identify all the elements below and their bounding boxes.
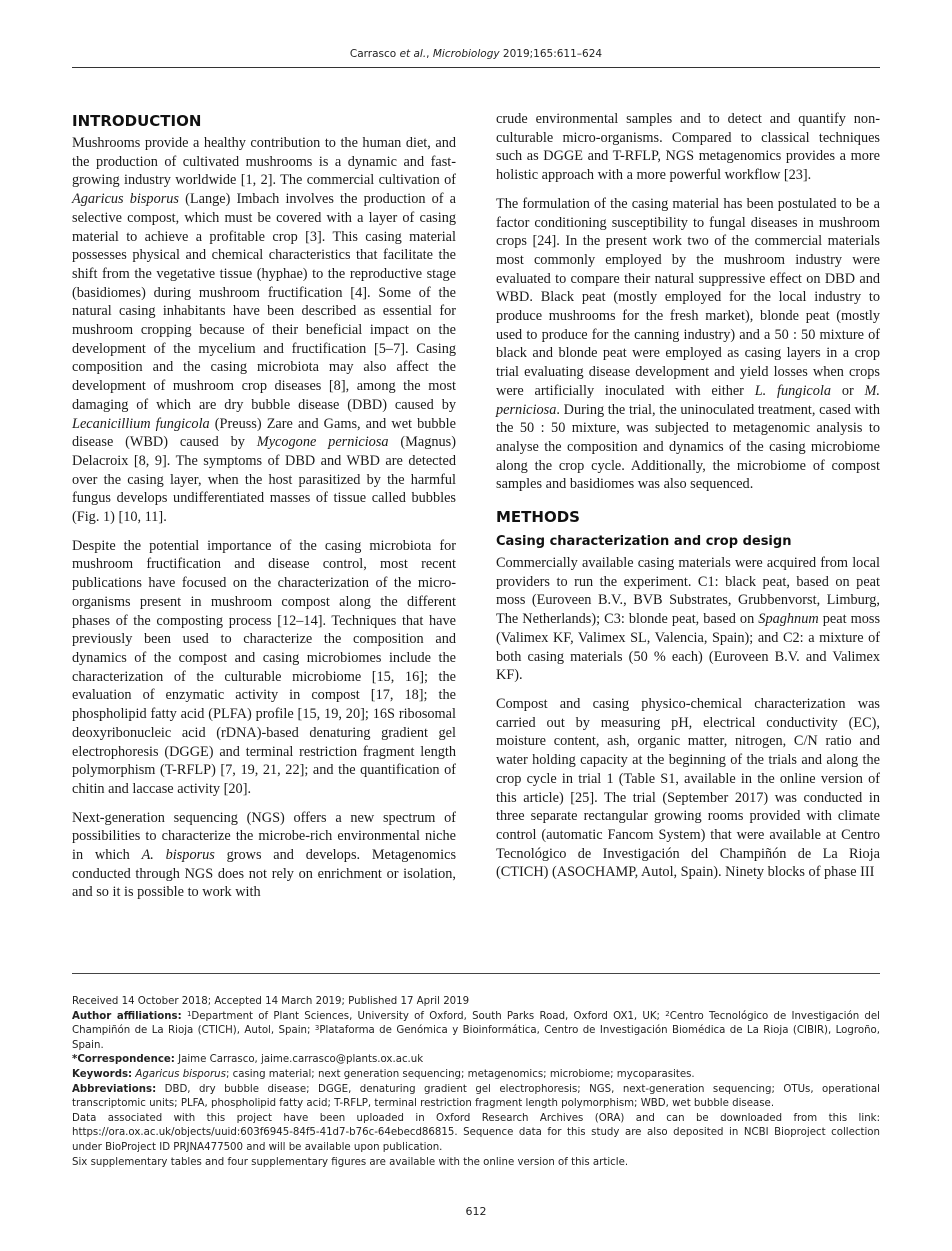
page-number: 612 [465,1205,487,1218]
right-column [496,110,880,882]
left-column [72,110,456,902]
introduction-paragraph-3: Next-generation sequencing (NGS) offers a new spectrum of possibilities to characterize the microbe-rich environmental niche in which A. bisporus grows and develops. Metagenomics conducted through NGS does not rely on enrichment or isolation, and so it is possible to work with [72,809,457,901]
author-affiliations: Author affiliations: $^1$Department of Plant Sciences, University of Oxford, South Parks Road, Oxford OX1, UK; $^2$Centro Tecnológico de Investigación del Champiñón de La Rioja (CTICH), Autol, Spain; $^3$Plataforma de Genómica y Bioinformática, Centro de Investigación Biomédica de La Rioja (CIBIR), Logroño, Spain. [72,1009,880,1051]
methods-paragraph-2: Compost and casing physico-chemical characterization was carried out by measuring pH, electrical conductivity (EC), moisture content, ash, organic matter, nitrogen, C/N ratio and water holding capacity at the beginning of the trials and along the crop cycle in trial 1 (Table S1, available in the online version of this article) [25]. The trial (September 2017) was conducted in three separate rectangular growing rooms provided with climate control (automatic Fancom System) that were available at Centro Tecnológico de Investigación del Champiñón de La Rioja (CTICH) (ASOCHAMP, Autol, Spain). Ninety blocks of phase III [496,695,880,881]
introduction-paragraph-4: The formulation of the casing material has been postulated to be a factor conditioning susceptibility to fungal diseases in mushroom crops [24]. In the present work two of the commercial materials most commonly employed by the mushroom industry were evaluated to compare their natural suppressive effect on DBD and WBD. Black peat (mostly employed for the local industry to produce mushrooms for the fresh market), blonde peat (mostly used to produce for the canning industry) and a 50 : 50 mixture of black and blonde peat were employed as casing layers in a crop trial evaluating disease development and yield losses when crops were artificially inoculated with either L. fungicola or M. perniciosa. During the trial, the uninoculated treatment, cased with the 50 : 50 mixture, was subjected to metagenomic analysis to analyse the composition and dynamics of the casing microbiome along the crop cycle. Additionally, the microbiome of compost samples and basidiomes was also sequenced. [496,195,880,493]
received-dates: Received 14 October 2018; Accepted 14 March 2019; Published 17 April 2019 [72,996,470,1007]
introduction-paragraph-3-continued: crude environmental samples and to detect and quantify non-culturable micro-organisms. Compared to classical techniques such as DGGE and T-RFLP, NGS metagenomics provides a more holistic approach with a more powerful workflow [23]. [496,111,880,184]
introduction-heading: INTRODUCTION [72,112,202,130]
methods-paragraph-1: Commercially available casing materials were acquired from local providers to run the experiment. C1: black peat, based on peat moss (Euroveen B.V., BVB Substrates, Grubbenvorst, Limburg, The Netherlands); C3: blonde peat, based on Spaghnum peat moss (Valimex KF, Valimex SL, Valencia, Spain); and C2: a mixture of both casing materials (50 % each) (Euroveen B.V. and Valimex KF). [496,555,881,684]
abbreviations: Abbreviations: DBD, dry bubble disease; DGGE, denaturing gradient gel electrophoresis; NGS, next-generation sequencing; OTUs, operational transcriptomic units; PLFA, phospholipid fatty acid; T-RFLP, terminal restriction fragment length polymorphism; WBD, wet bubble disease. [72,1083,880,1110]
keywords: Keywords: Agaricus bisporus; casing material; next generation sequencing; metagenomics; microbiome; mycoparasites. [72,1068,695,1080]
methods-subheading: Casing characterization and crop design [496,534,792,550]
methods-heading: METHODS [496,508,580,527]
data-availability-statement: Data associated with this project have been uploaded in Oxford Research Archives (ORA) and can be downloaded from this link: https://ora.ox.ac.uk/objects/uuid:603f6945-84f5-41d7-b76c-64ebecd86815. Sequence data for this study are also deposited in NCBI Bioproject collection under BioProject ID PRJNA477500 and will be available upon publication. [72,1112,880,1153]
article-footnotes [72,995,880,1170]
footer-rule [72,973,880,974]
introduction-paragraph-1: Mushrooms provide a healthy contribution to the human diet, and the production of cultivated mushrooms is a dynamic and fast-growing industry worldwide [1, 2]. The commercial cultivation of Agaricus bisporus (Lange) Imbach involves the production of a selective compost, which must be covered with a layer of casing material to achieve a profitable crop [3]. This casing material possesses physical and chemical characteristics that facilitate the shift from the vegetative tissue (hyphae) to the reproductive stage (basidiomes) during mushroom fructification [4]. Some of the natural casing inhabitants have been described as essential for mushroom cropping because of their beneficial impact on the development of the mycelium and fructification [5–7]. Casing composition and the casing microbiota may also affect the development of mushroom crop diseases [8], among the most damaging of which are dry bubble disease (DBD) caused by Lecanicillium fungicola (Preuss) Zare and Gams, and wet bubble disease (WBD) caused by Mycogone perniciosa (Magnus) Delacroix [8, 9]. The symptoms of DBD and WBD are detected over the casing layer, when the host parasitized by the harmful fungus develops undifferentiated masses of tissue called bubbles (Fig. 1) [10, 11]. [72,135,456,526]
running-header: Carrasco et al., Microbiology 2019;165:611–624 [349,48,603,60]
correspondence: *Correspondence: Jaime Carrasco, jaime.carrasco@plants.ox.ac.uk [72,1054,424,1066]
supplementary-note: Six supplementary tables and four supplementary figures are available with the online version of this article. [72,1156,629,1168]
introduction-paragraph-2: Despite the potential importance of the casing microbiota for mushroom fructification and disease control, most recent publications have focused on the characterization of the micro-organisms present in mushroom compost along the different phases of the composting process [12–14]. Techniques that have previously been used to characterize the composition and dynamics of the compost and casing microbiomes include the characterization of the culturable microbiome [15, 16]; the evaluation of enzymatic activity in compost [17, 18]; the phospholipid fatty acid (PLFA) profile [15, 19, 20]; 16S ribosomal deoxyribonucleic acid (rDNA)-based denaturing gradient gel electrophoresis (DGGE) and terminal restriction fragment length polymorphism (T-RFLP) [7, 19, 21, 22]; and the quantification of chitin and laccase activity [20]. [72,537,456,797]
header-rule [72,67,880,68]
